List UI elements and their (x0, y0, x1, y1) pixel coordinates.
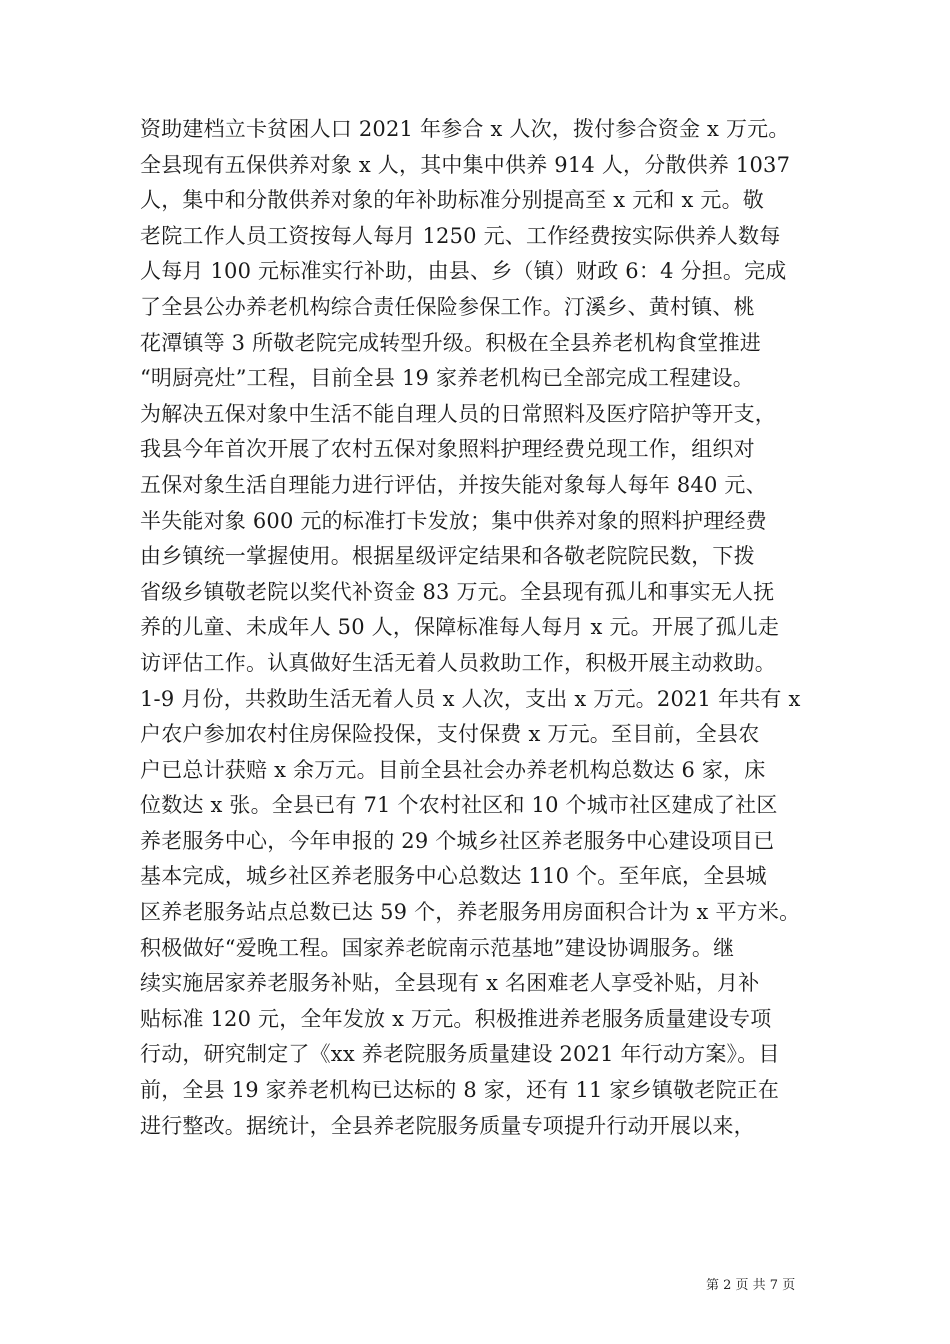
text-line: 1-9 月份，共救助生活无着人员 x 人次，支出 x 万元。2021 年共有 x (140, 686, 801, 711)
page-number-footer: 第 2 页 共 7 页 (706, 1278, 796, 1293)
text-line: 养的儿童、未成年人 50 人，保障标准每人每月 x 元。开展了孤儿走 (140, 615, 780, 640)
text-line: 户农户参加农村住房保险投保，支付保费 x 万元。至目前，全县农 (140, 722, 760, 747)
text-line: 贴标准 120 元，全年发放 x 万元。积极推进养老服务质量建设专项 (140, 1006, 772, 1031)
text-line: 由乡镇统一掌握使用。根据星级评定结果和各敬老院院民数，下拨 (140, 544, 755, 569)
text-line: 五保对象生活自理能力进行评估，并按失能对象每人每年 840 元、 (140, 472, 767, 497)
body-text (140, 112, 840, 1144)
text-line: 省级乡镇敬老院以奖代补资金 83 万元。全县现有孤儿和事实无人抚 (140, 579, 775, 604)
text-line: 资助建档立卡贫困人口 2021 年参合 x 人次，拨付参合资金 x 万元。 (140, 117, 790, 141)
text-line: 我县今年首次开展了农村五保对象照料护理经费兑现工作，组织对 (140, 437, 755, 462)
text-line: 区养老服务站点总数已达 59 个，养老服务用房面积合计为 x 平方米。 (140, 900, 801, 925)
text-line: 续实施居家养老服务补贴，全县现有 x 名困难老人享受补贴，月补 (140, 971, 760, 996)
text-line: 人，集中和分散供养对象的年补助标准分别提高至 x 元和 x 元。敬 (140, 188, 764, 213)
text-line: 了全县公办养老机构综合责任保险参保工作。汀溪乡、黄村镇、桃 (140, 294, 755, 319)
text-line: 积极做好“爱晚工程。国家养老皖南示范基地”建设协调服务。继 (140, 935, 735, 960)
text-line: 人每月 100 元标准实行补助，由县、乡（镇）财政 6：4 分担。完成 (140, 259, 787, 284)
text-line: 养老服务中心，今年申报的 29 个城乡社区养老服务中心建设项目已 (140, 828, 775, 853)
text-line: 半失能对象 600 元的标准打卡发放；集中供养对象的照料护理经费 (140, 508, 767, 533)
text-line: 为解决五保对象中生活不能自理人员的日常照料及医疗陪护等开支， (140, 401, 776, 426)
text-line: 老院工作人员工资按每人每月 1250 元、工作经费按实际供养人数每 (140, 223, 781, 248)
text-line: 位数达 x 张。全县已有 71 个农村社区和 10 个城市社区建成了社区 (140, 793, 778, 818)
text-line: 全县现有五保供养对象 x 人，其中集中供养 914 人，分散供养 1037 (140, 152, 791, 177)
text-line: 行动，研究制定了《xx 养老院服务质量建设 2021 年行动方案》。目 (140, 1042, 780, 1067)
text-line: 花潭镇等 3 所敬老院完成转型升级。积极在全县养老机构食堂推进 (140, 330, 761, 355)
text-line: 户已总计获赔 x 余万元。目前全县社会办养老机构总数达 6 家，床 (140, 757, 766, 782)
text-line: 前，全县 19 家养老机构已达标的 8 家，还有 11 家乡镇敬老院正在 (140, 1078, 780, 1103)
text-line: “明厨亮灶”工程，目前全县 19 家养老机构已全部完成工程建设。 (140, 366, 754, 391)
text-line: 进行整改。据统计，全县养老院服务质量专项提升行动开展以来， (140, 1113, 755, 1138)
text-line: 基本完成，城乡社区养老服务中心总数达 110 个。至年底，全县城 (140, 864, 767, 889)
text-line: 访评估工作。认真做好生活无着人员救助工作，积极开展主动救助。 (140, 650, 776, 675)
